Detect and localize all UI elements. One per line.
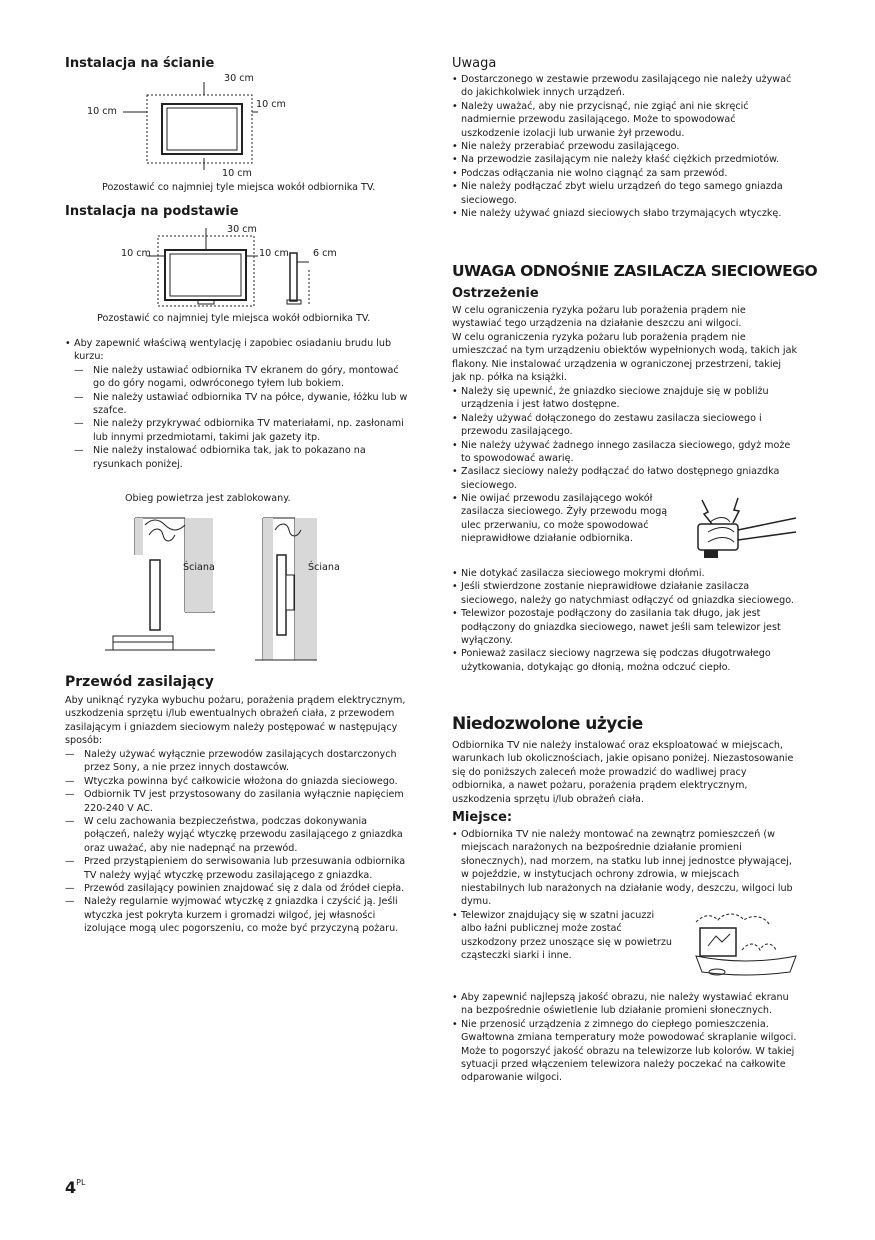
adapter-subheading: Ostrzeżenie [452,286,539,301]
list-item: — Nie należy przykrywać odbiornika TV materiałami, np. zasłonami lub innymi przedmiotami, takimi jak gazety itp. [74,417,410,444]
wall-label-2: Ściana [308,562,340,573]
list-item: — Nie należy ustawiać odbiornika TV ekranem do góry, montować go do góry nogami, odwróconego tyłem lub bokiem. [74,364,410,391]
wall-dim-top: 30 cm [224,73,254,84]
power-cord-intro: Aby uniknąć ryzyka wybuchu pożaru, porażenia prądem elektrycznym, uszkodzenia sprzętu i/lub ewentualnych obrażeń ciała, z przewodem zasilającym i gniazdem sieciowym należy postępować w następujący sposób: [65,695,406,747]
list-item: • Jeśli stwierdzone zostanie nieprawidłowe działanie zasilacza sieciowego, należy go natychmiast odłączyć od gniazdka sieciowego. [452,580,797,607]
list-item: • Nie należy używać gniazd sieciowych słabo trzymających wtyczkę. [452,207,792,220]
page-number: $4^{PL}$ [65,1177,86,1197]
list-item: • Aby zapewnić najlepszą jakość obrazu, nie należy wystawiać ekranu na bezpośrednie oświetlenie lub działanie promieni słonecznych. [452,991,797,1018]
adapter-para-2: W celu ograniczenia ryzyka pożaru lub porażenia prądem nie umieszczać na tym urządzeniu obiektów wypełnionych wodą, takich jak flakony. Nie instalować urządzenia w ograniczonej przestrzeni, takiej jak np. półka na książki. [452,332,798,384]
list-item: — Przewód zasilający powinien znajdować się z dala od źródeł ciepła. [65,882,410,895]
blocked-airflow-illustration [65,0,410,680]
place-list-2 [452,991,797,1085]
list-item: • Nie dotykać zasilacza sieciowego mokrymi dłońmi. [452,567,797,580]
wall-dim-bottom: 10 cm [222,168,252,179]
list-item: — Nie należy instalować odbiornika tak, jak to pokazano na rysunkach poniżej. [74,444,410,471]
list-item: • Dostarczonego w zestawie przewodu zasilającego nie należy używać do jakichkolwiek innych urządzeń. [452,73,792,100]
stand-dim-side: 6 cm [313,248,337,259]
list-item: • Odbiornika TV nie należy montować na zewnątrz pomieszczeń (w miejscach narażonych na bezpośrednie działanie promieni słonecznych), nad morzem, na statku lub innej jednostce pływającej, w pojeździe, w instytucjach ochrony zdrowia, w miejscach niestabilnych lub narażonych na działanie wody, deszczu, wilgoci lub dymu. [452,828,797,908]
place-heading: Miejsce: [452,810,513,825]
list-item: • Nie należy przerabiać przewodu zasilającego. [452,140,792,153]
list-item: • Ponieważ zasilacz sieciowy nagrzewa się podczas długotrwałego użytkowania, dotykając go dłonią, można odczuć ciepło. [452,647,797,674]
list-item: — Nie należy ustawiać odbiornika TV na półce, dywanie, łóżku lub w szafce. [74,391,410,418]
list-item: • Aby zapewnić właściwą wentylację i zapobiec osiadaniu brudu lub kurzu: — Nie należy ustawiać odbiornika TV ekranem do góry, montować go do góry nogami, odwróconego tyłem lub bokiem. — Nie należy ustawiać odbiornika TV na półce, dywanie, łóżku lub w szafce. — Nie należy przykrywać odbiornika TV materiałami, np. zasłonami lub innymi przedmiotami, takimi jak gazety itp. — Nie należy instalować odbiornika tak, jak to pokazano na rysunkach poniżej. [65,337,410,471]
list-item: • Podczas odłączania nie wolno ciągnąć za sam przewód. [452,167,792,180]
list-item: • Nie przenosić urządzenia z zimnego do ciepłego pomieszczenia. Gwałtowna zmiana temperatury może powodować skraplanie wilgoci. Może to pogorszyć jakość obrazu na telewizorze lub kolorów. W takiej sytuacji przed włączeniem telewizora należy poczekać na całkowite odparowanie wilgoci. [452,1018,797,1085]
stand-caption: Pozostawić co najmniej tyle miejsca wokół odbiornika TV. [97,313,371,324]
list-item: — Wtyczka powinna być całkowicie włożona do gniazda sieciowego. [65,775,410,788]
wall-label-1: Ściana [183,562,215,573]
wall-heading: Instalacja na ścianie [65,56,215,71]
list-item: — Należy regularnie wyjmować wtyczkę z gniazdka i czyścić ją. Jeśli wtyczka jest pokryta kurzem i gromadzi wilgoć, jej własności izolujące mogą ulec pogorszeniu, co może być przyczyną pożaru. [65,895,410,935]
list-item: — W celu zachowania bezpieczeństwa, podczas dokonywania połączeń, należy wyjąć wtyczkę przewodu zasilającego z gniazdka oraz uważać, aby nie nadepnąć na przewód. [65,815,410,855]
list-item: • Należy używać dołączonego do zestawu zasilacza sieciowego i przewodu zasilającego. [452,412,797,439]
jacuzzi-illustration [452,0,797,980]
prohibited-heading: Niedozwolone użycie [452,714,643,734]
list-item: • Nie należy podłączać zbyt wielu urządzeń do tego samego gniazda sieciowego. [452,180,792,207]
adapter-heading: UWAGA ODNOŚNIE ZASILACZA SIECIOWEGO [452,262,818,280]
list-item: • Telewizor znajdujący się w szatni jacuzzi albo łaźni publicznej może zostać uszkodzony przez unoszące się w powietrzu cząsteczki siarki i inne. [452,909,677,963]
power-cord-heading: Przewód zasilający [65,674,214,690]
wall-caption: Pozostawić co najmniej tyle miejsca wokół odbiornika TV. [102,182,376,193]
list-item: • Nie owijać przewodu zasilającego wokół zasilacza sieciowego. Żyły przewodu mogą ulec przerwaniu, co może spowodować nieprawidłowe działanie odbiornika. [452,492,670,546]
note-heading: Uwaga [452,56,497,71]
blocked-caption: Obieg powietrza jest zablokowany. [125,493,291,504]
power-cord-list [65,748,410,936]
list-item: — Przed przystąpieniem do serwisowania lub przesuwania odbiornika TV należy wyjąć wtyczkę przewodu zasilającego z gniazdka. [65,855,410,882]
list-item: — Należy używać wyłącznie przewodów zasilających dostarczonych przez Sony, a nie przez innych dostawców. [65,748,410,775]
stand-dim-left: 10 cm [121,248,151,259]
prohibited-para: Odbiornika TV nie należy instalować oraz eksploatować w miejscach, warunkach lub okolicznościach, jakie opisano poniżej. Niezastosowanie się do poniższych zaleceń może prowadzić do wadliwej pracy odbiornika, a nawet pożaru, porażenia prądem elektrycznym, uszkodzenia sprzętu i/lub obrażeń ciała. [452,740,794,805]
list-item: • Należy uważać, aby nie przycisnąć, nie zgiąć ani nie skręcić nadmiernie przewodu zasilającego. Może to spowodować uszkodzenie izolacji lub urwanie żył przewodu. [452,100,792,140]
adapter-para-1: W celu ograniczenia ryzyka pożaru lub porażenia prądem nie wystawiać tego urządzenia na działanie deszczu ani wilgoci. [452,305,746,330]
list-item: • Zasilacz sieciowy należy podłączać do łatwo dostępnego gniazdka sieciowego. [452,465,797,492]
list-item: • Należy się upewnić, że gniazdko sieciowe znajduje się w pobliżu urządzenia i jest łatwo dostępne. [452,385,797,412]
list-item: • Telewizor pozostaje podłączony do zasilania tak długo, jak jest podłączony do gniazdka sieciowego, nawet jeśli sam telewizor jest wyłączony. [452,607,797,647]
list-item: — Odbiornik TV jest przystosowany do zasilania wyłącznie napięciem 220-240 V AC. [65,788,410,815]
stand-heading: Instalacja na podstawie [65,204,239,219]
list-item: • Na przewodzie zasilającym nie należy kłaść ciężkich przedmiotów. [452,153,792,166]
stand-dim-right: 10 cm [259,248,289,259]
list-item: • Nie należy używać żadnego innego zasilacza sieciowego, gdyż może to spowodować awarię. [452,439,797,466]
stand-dim-top: 30 cm [227,224,257,235]
wall-dim-left: 10 cm [87,106,117,117]
wall-dim-right: 10 cm [256,99,286,110]
